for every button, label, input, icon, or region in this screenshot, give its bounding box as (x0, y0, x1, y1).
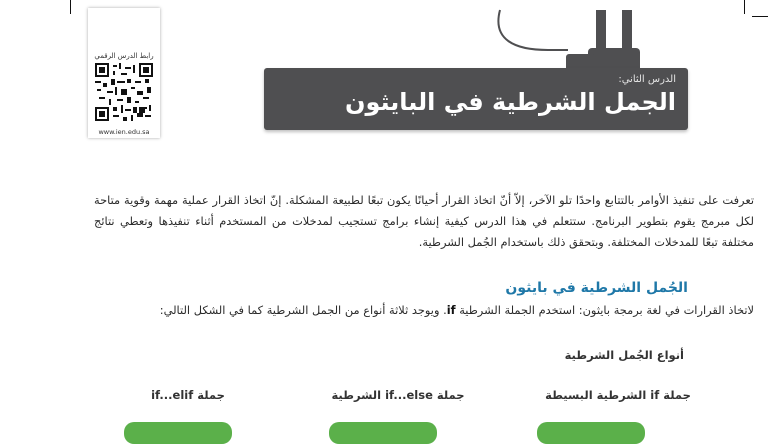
lesson-label: الدرس الثاني: (618, 74, 676, 85)
qr-url[interactable]: www.ien.edu.sa (98, 128, 150, 136)
section-keyword: if (446, 303, 456, 317)
type-label-if-else: جملة if...else الشرطية (331, 388, 465, 402)
type-label-simple-if: جملة if الشرطية البسيطة (545, 388, 691, 402)
intro-paragraph: تعرفت على تنفيذ الأوامر بالتتابع واحدًا تلو الآخر، إلاّ أنّ اتخاذ القرار أحيانًا يكون تبعًا لطبيعة المشكلة. إنّ اتخاذ القرار عملية مهمة وقوية متاحة لكل مبرمج يقوم بتطوير البرنامج. ستتعلم في هذا الدرس كيفية إنشاء برامج تستجيب لمدخلات من المستخدم أثناء تنفيذها وتعطي نتائج مختلفة تبعًا للمدخلات المختلفة. وبتحقق ذلك باستخدام الجُمل الشرطية. (94, 193, 754, 249)
qr-label: رابط الدرس الرقمي (94, 52, 154, 60)
section-text-after: . ويوجد ثلاثة أنواع من الجمل الشرطية كما في الشكل التالي: (159, 303, 447, 317)
section-text-before: لاتخاذ القرارات في لغة برمجة بايثون: استخدم الجملة الشرطية (455, 303, 754, 317)
types-caption: أنواع الجُمل الشرطية (564, 348, 684, 362)
lesson-title: الجمل الشرطية في البايثون (344, 88, 676, 116)
type-box-if-else (329, 422, 437, 444)
type-label-if-elif: جملة if...elif (151, 388, 225, 402)
type-box-simple-if (537, 422, 645, 444)
lesson-title-banner (264, 68, 688, 130)
section-heading: الجُمل الشرطية في بايثون (505, 280, 688, 296)
type-box-if-elif (124, 422, 232, 444)
section-paragraph (160, 303, 754, 317)
